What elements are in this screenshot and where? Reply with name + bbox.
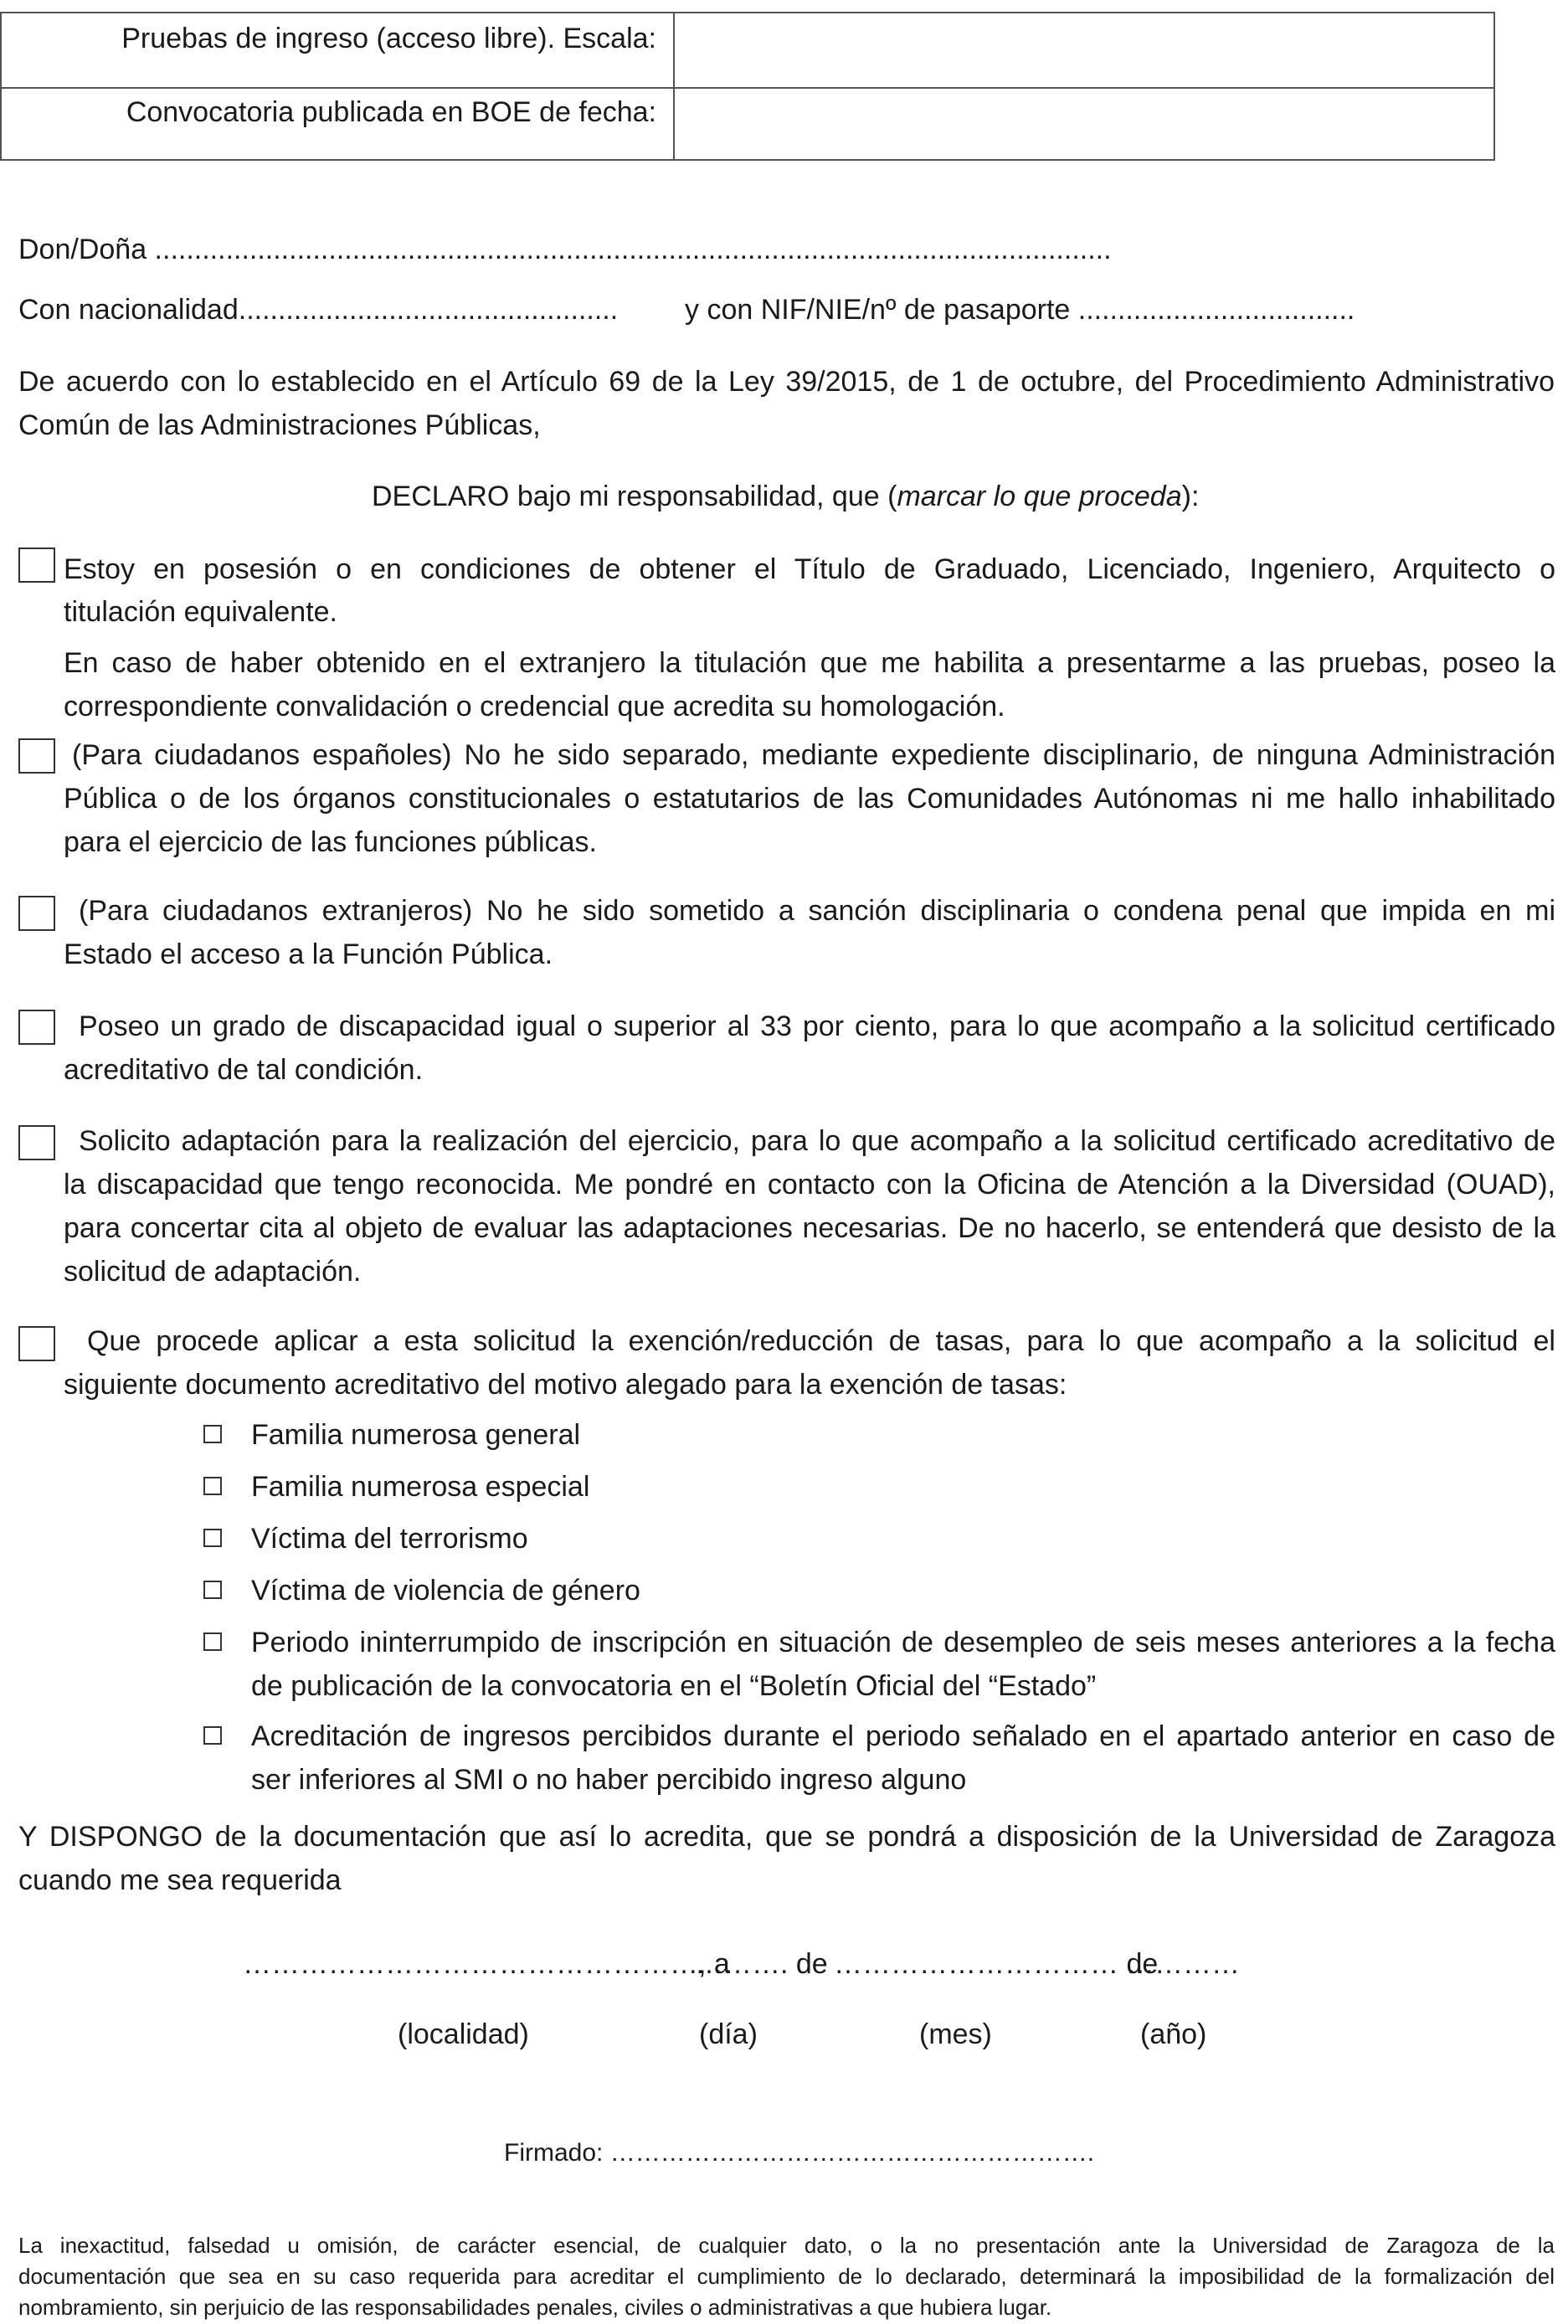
nacionalidad-field[interactable]: Con nacionalidad................................................	[18, 294, 619, 326]
exencion-checkbox-terrorismo[interactable]	[203, 1529, 222, 1547]
exencion-label: Víctima del terrorismo	[251, 1523, 528, 1555]
discapacidad-text-2	[64, 1048, 1555, 1092]
mes-field[interactable]: ………………………… de	[834, 1948, 1159, 1980]
firmado-field[interactable]: Firmado: ………………………………………………….	[504, 2139, 1095, 2167]
intro-paragraph	[18, 360, 1555, 447]
exencion-label: Periodo ininterrumpido de inscripción en situación de desempleo de seis meses anteriores a la fecha	[251, 1627, 1555, 1658]
declaro-heading	[372, 475, 1199, 518]
footnote-line: nombramiento, sin perjuicio de las responsabilidades penales, civiles o administrativas a que hubiera lugar.	[18, 2295, 1052, 2320]
intro-line: Común de las Administraciones Públicas,	[18, 409, 541, 441]
titulo-text-2	[64, 590, 1555, 634]
espanoles-line: Pública o de los órganos constitucionales o estatutarios de las Comunidades Autónomas ni me hallo inhabilitado	[64, 783, 1555, 815]
dispongo-line: cuando me sea requerida	[18, 1864, 342, 1896]
titulo-line: Estoy en posesión o en condiciones de obtener el Título de Graduado, Licenciado, Ingeniero, Arquitecto o	[64, 553, 1555, 585]
dispongo-paragraph	[18, 1815, 1555, 1902]
exencion-checkbox-general[interactable]	[203, 1425, 222, 1443]
exencion-checkbox-violencia[interactable]	[203, 1581, 222, 1599]
extranjeros-line: (Para ciudadanos extranjeros) No he sido sometido a sanción disciplinaria o condena penal que impida en mi	[79, 895, 1555, 927]
exencion-label: Acreditación de ingresos percibidos durante el periodo señalado en el apartado anterior en caso de	[251, 1720, 1555, 1752]
extranjero-line: En caso de haber obtenido en el extranjero la titulación que me habilita a presentarme a las pruebas, poseo la	[64, 647, 1555, 679]
mes-label: (mes)	[919, 2018, 992, 2050]
dia-label: (día)	[699, 2018, 758, 2050]
titulo-checkbox[interactable]	[18, 548, 55, 583]
footnote-line: documentación que sea en su caso requerida para acreditar el cumplimiento de lo declarado, determinará la imposibilidad de la formalización del	[18, 2264, 1555, 2289]
espanoles-text-2	[64, 777, 1555, 864]
intro-line: De acuerdo con lo establecido en el Artículo 69 de la Ley 39/2015, de 1 de octubre, del Procedimiento Administrativo	[18, 366, 1555, 398]
tasas-line: Que procede aplicar a esta solicitud la exención/reducción de tasas, para lo que acompaño a la solicitud el	[87, 1325, 1555, 1357]
extranjeros-text	[79, 889, 1555, 933]
localidad-label: (localidad)	[398, 2018, 529, 2050]
espanoles-line: (Para ciudadanos españoles) No he sido separado, mediante expediente disciplinario, de ninguna Administración	[72, 739, 1555, 771]
exencion-checkbox-ingresos[interactable]	[203, 1726, 222, 1745]
exencion-label: de publicación de la convocatoria en el “Boletín Oficial del “Estado”	[251, 1670, 1097, 1702]
dispongo-line: Y DISPONGO de la documentación que así lo acredita, que se pondrá a disposición de la Universidad de Zaragoza	[18, 1821, 1555, 1853]
extranjeros-checkbox[interactable]	[18, 896, 55, 931]
adaptacion-line: Solicito adaptación para la realización del ejercicio, para lo que acompaño a la solicitud certificado acreditativo de	[79, 1125, 1555, 1157]
declaro-prefix: DECLARO bajo mi responsabilidad, que (	[372, 481, 897, 512]
exencion-label: Familia numerosa general	[251, 1419, 581, 1451]
espanoles-line: para el ejercicio de las funciones públicas.	[64, 826, 597, 858]
extranjeros-text-2	[64, 933, 1555, 976]
footnote-line: La inexactitud, falsedad u omisión, de carácter esencial, de cualquier dato, o la no presentación ante la Universidad de Zaragoza de la	[18, 2233, 1555, 2258]
nif-field[interactable]: y con NIF/NIE/nº de pasaporte ...................................	[685, 294, 1355, 326]
exencion-ingresos-text	[251, 1715, 1555, 1802]
exencion-desempleo-text	[251, 1621, 1555, 1708]
tasas-text-2	[64, 1363, 1555, 1406]
discapacidad-text	[79, 1005, 1555, 1048]
exencion-checkbox-especial[interactable]	[203, 1477, 222, 1495]
adaptacion-text-2	[64, 1163, 1555, 1293]
discapacidad-line: Poseo un grado de discapacidad igual o superior al 33 por ciento, para lo que acompaño a la solicitud certificado	[79, 1010, 1555, 1042]
exencion-checkbox-desempleo[interactable]	[203, 1632, 222, 1651]
adaptacion-checkbox[interactable]	[18, 1125, 55, 1160]
don-dona-field[interactable]: Don/Doña .........................................................................................................................	[18, 234, 1112, 265]
extranjero-text	[64, 641, 1555, 728]
extranjeros-line: Estado el acceso a la Función Pública.	[64, 938, 553, 970]
tasas-text	[87, 1319, 1555, 1363]
footnote	[18, 2230, 1555, 2323]
adaptacion-line: para concertar cita al objeto de evaluar las adaptaciones necesarias. De no hacerlo, se entenderá que desisto de la	[64, 1212, 1555, 1244]
header-row-boe	[2, 87, 1493, 161]
boe-fecha-label: Convocatoria publicada en BOE de fecha:	[2, 87, 675, 161]
adaptacion-text	[79, 1119, 1555, 1163]
discapacidad-line: acreditativo de tal condición.	[64, 1054, 424, 1086]
titulo-line: titulación equivalente.	[64, 596, 338, 628]
header-row-escala	[2, 13, 1493, 89]
localidad-field[interactable]: …………………………………………, a	[243, 1948, 730, 1980]
extranjero-line: correspondiente convalidación o credencial que acredita su homologación.	[64, 691, 1005, 722]
exencion-label: Víctima de violencia de género	[251, 1575, 640, 1607]
anio-field[interactable]: …………	[1126, 1948, 1240, 1980]
espanoles-text	[72, 733, 1555, 777]
declaro-suffix: ):	[1181, 481, 1200, 512]
boe-fecha-field[interactable]	[675, 87, 1493, 161]
adaptacion-line: solicitud de adaptación.	[64, 1256, 362, 1288]
dia-field[interactable]: ………. de	[695, 1948, 828, 1980]
tasas-line: siguiente documento acreditativo del motivo alegado para la exención de tasas:	[64, 1369, 1067, 1401]
discapacidad-checkbox[interactable]	[18, 1010, 55, 1045]
declaro-italic: marcar lo que proceda	[897, 481, 1182, 512]
header-table	[0, 12, 1495, 161]
tasas-checkbox[interactable]	[18, 1326, 55, 1361]
escala-label: Pruebas de ingreso (acceso libre). Escala:	[2, 13, 675, 87]
titulo-text	[64, 548, 1555, 591]
anio-label: (año)	[1140, 2018, 1207, 2050]
escala-field[interactable]	[675, 13, 1493, 87]
espanoles-checkbox[interactable]	[18, 738, 55, 774]
adaptacion-line: la discapacidad que tengo reconocida. Me pondré en contacto con la Oficina de Atención a la Diversidad (OUAD),	[64, 1169, 1555, 1201]
exencion-label: ser inferiores al SMI o no haber percibido ingreso alguno	[251, 1764, 967, 1796]
exencion-label: Familia numerosa especial	[251, 1471, 590, 1503]
